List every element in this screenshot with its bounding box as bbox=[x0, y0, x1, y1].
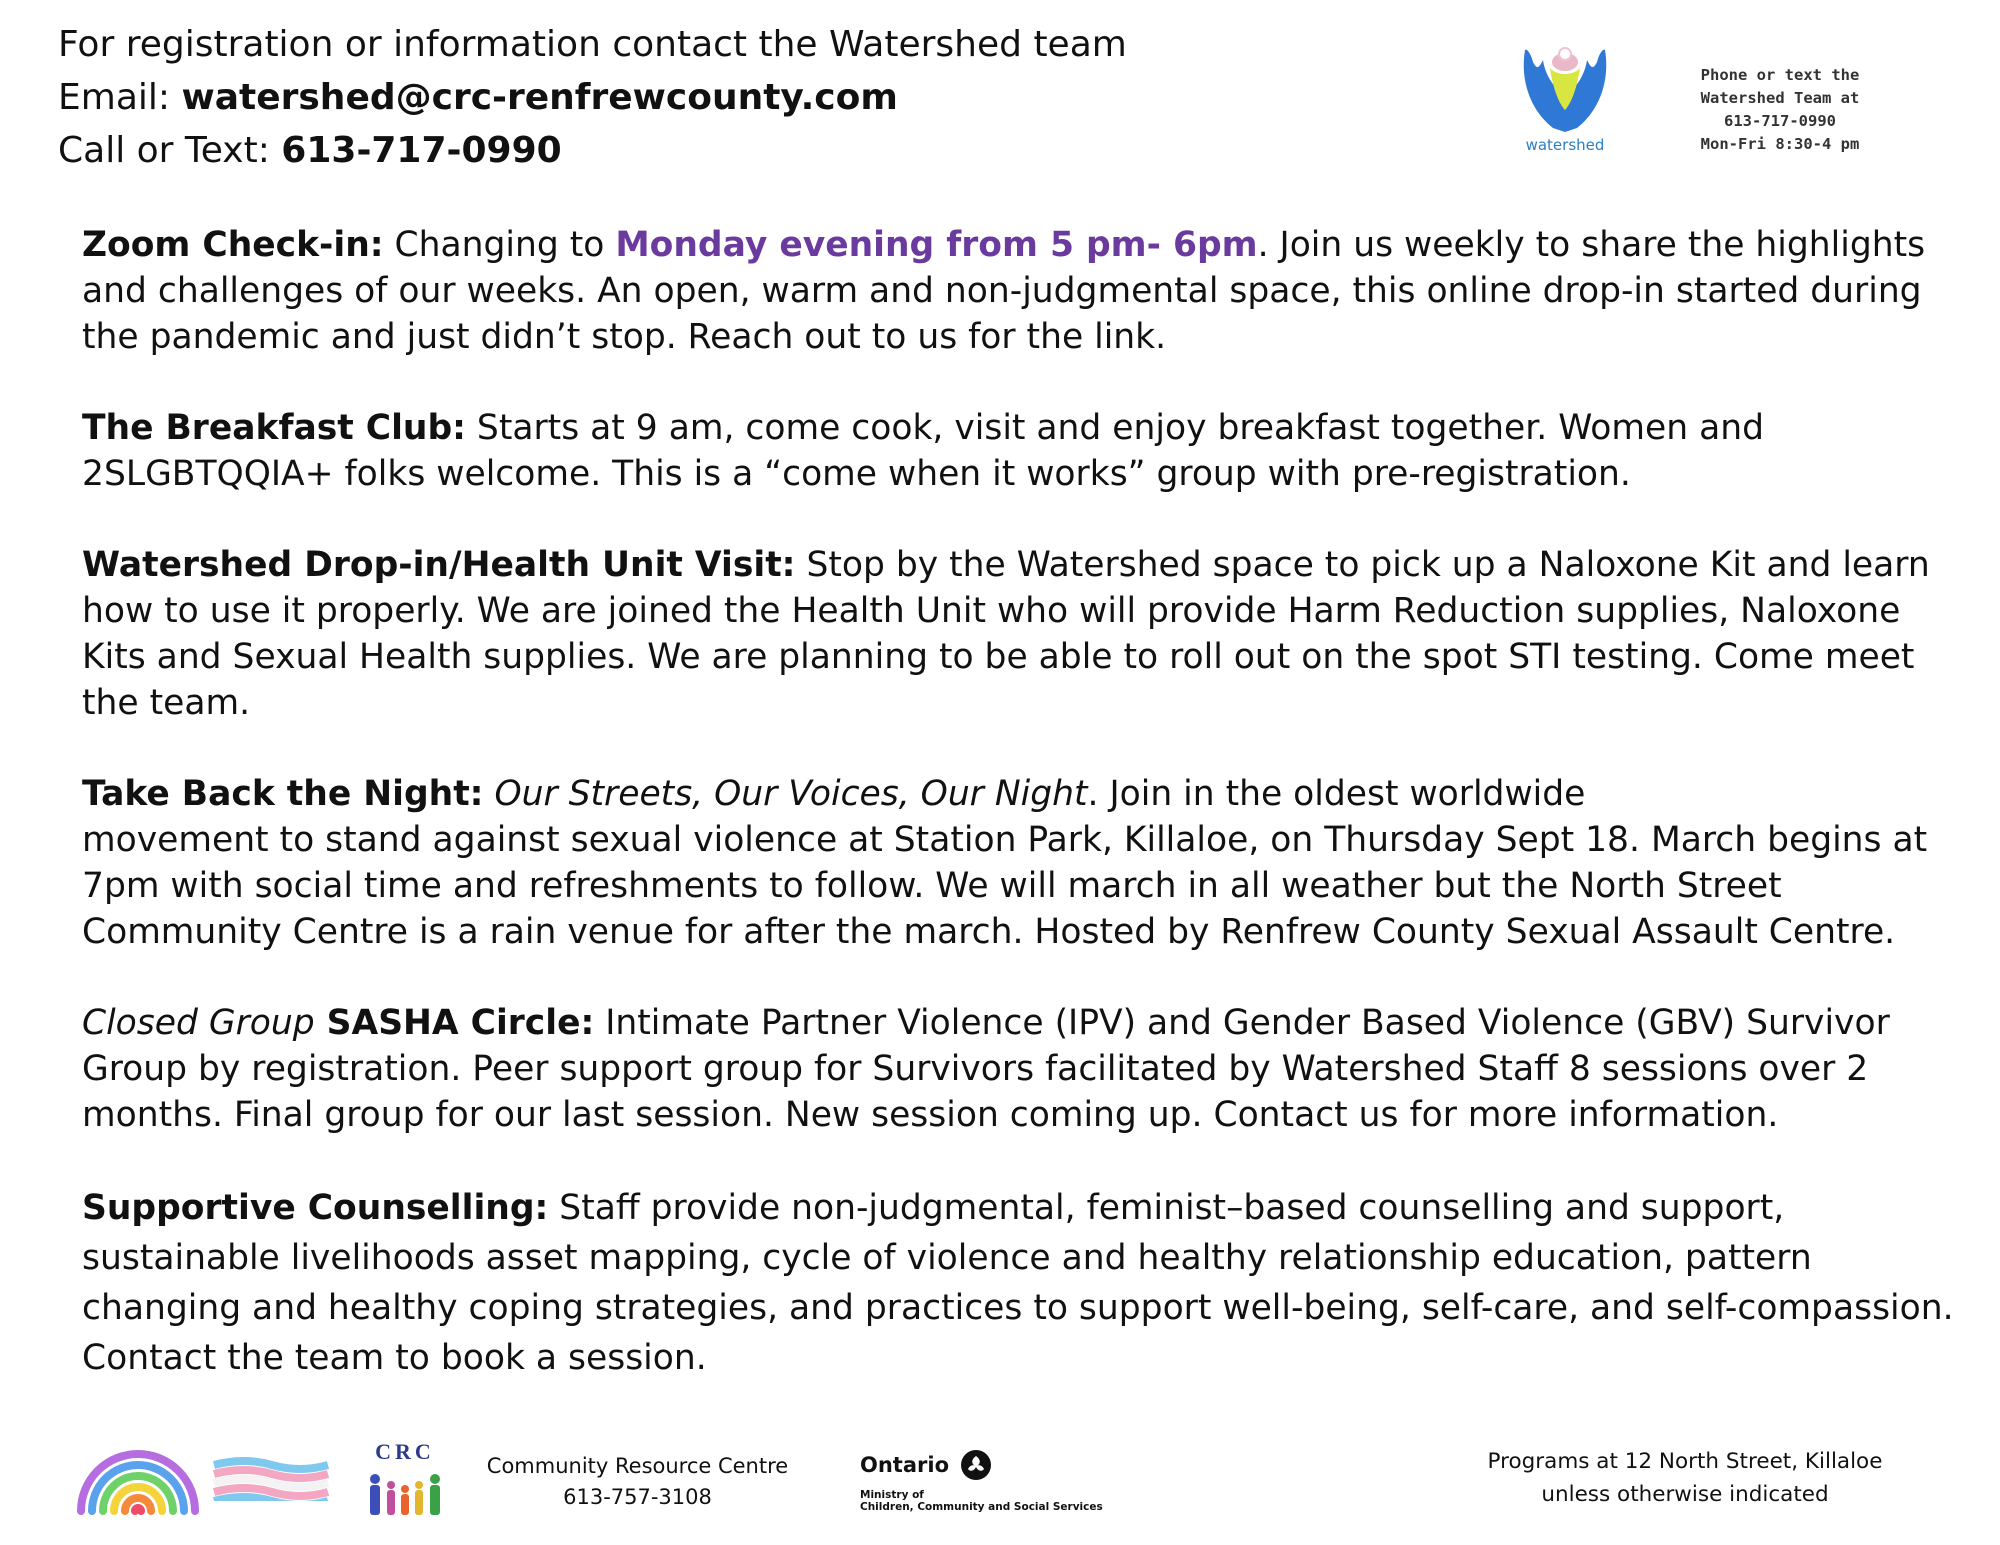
watershed-hands-icon bbox=[1515, 40, 1615, 135]
section-title: Zoom Check-in: bbox=[82, 225, 384, 265]
section-take-back-the-night: Take Back the Night: Our Streets, Our Voices, Our Night. Join in the oldest worldwide movement to stand against sexual violence at Station Park, Killaloe, on Thursday Sept 18. March begins at 7pm with social time and refreshments to follow. We will march in all weather but the North Street Community Centre is a rain venue for after the march. Hosted by Renfrew County Sexual Assault Centre. bbox=[82, 774, 1928, 952]
email-link[interactable]: watershed@crc-renfrewcounty.com bbox=[181, 77, 898, 118]
ontario-logo bbox=[860, 1449, 1103, 1513]
section-title: Watershed Drop-in/Health Unit Visit: bbox=[82, 545, 796, 585]
slogan: Our Streets, Our Voices, Our Night bbox=[483, 774, 1088, 814]
section-title: The Breakfast Club: bbox=[82, 408, 466, 448]
watershed-logo-label: watershed bbox=[1525, 136, 1605, 154]
footer bbox=[0, 1435, 2000, 1535]
section-sasha-circle: Closed Group SASHA Circle: Intimate Partner Violence (IPV) and Gender Based Violence (GBV) Survivor Group by registration. Peer support group for Survivors facilitated by Watershed Staff 8 sessions over 2 months. Final group for our last session. New session coming up. Contact us for more information. bbox=[82, 1003, 1890, 1135]
phone-note-line: 613-717-0990 bbox=[1724, 112, 1836, 130]
phone-note-line: Phone or text the bbox=[1700, 66, 1860, 84]
program-list bbox=[82, 222, 1972, 1428]
closed-group-label: Closed Group bbox=[82, 1003, 315, 1043]
trans-flag-icon bbox=[210, 1457, 330, 1501]
crc-contact bbox=[465, 1451, 810, 1513]
program-location-line: Programs at 12 North Street, Killaloe bbox=[1487, 1449, 1883, 1474]
ministry-name: Ministry of Children, Community and Social Services bbox=[860, 1489, 1103, 1513]
phone-note-line: Watershed Team at bbox=[1700, 89, 1860, 107]
crc-name: Community Resource Centre bbox=[486, 1454, 789, 1478]
section-supportive-counselling: Supportive Counselling: Staff provide non-judgmental, feminist–based counselling and support, sustainable livelihoods asset mapping, cycle of violence and healthy relationship education, pattern changing and healthy coping strategies, and practices to support well-being, self-care, and self-compassion. Contact the team to book a session. bbox=[82, 1188, 1954, 1378]
contact-intro: For registration or information contact the Watershed team bbox=[58, 24, 1127, 65]
phone-note bbox=[1660, 64, 1900, 156]
section-title: Supportive Counselling: bbox=[82, 1188, 549, 1228]
crc-letters: CRC bbox=[375, 1439, 435, 1464]
phone-number[interactable]: 613-717-0990 bbox=[281, 130, 562, 171]
phone-note-line: Mon-Fri 8:30-4 pm bbox=[1700, 135, 1860, 153]
contact-block bbox=[58, 18, 1127, 177]
watershed-logo bbox=[1515, 40, 1615, 155]
rainbow-icon bbox=[73, 1435, 203, 1515]
section-title: SASHA Circle: bbox=[314, 1003, 595, 1043]
program-location bbox=[1430, 1445, 1940, 1511]
program-location-line: unless otherwise indicated bbox=[1541, 1482, 1829, 1507]
section-zoom: Zoom Check-in: Changing to Monday evening from 5 pm- 6pm. Join us weekly to share the highlights and challenges of our weeks. An open, warm and non-judgmental space, this online drop-in started during the pandemic and just didn’t stop. Reach out to us for the link. bbox=[82, 225, 1926, 357]
family-figures-icon bbox=[365, 1471, 445, 1519]
crc-phone[interactable]: 613-757-3108 bbox=[563, 1485, 712, 1509]
trillium-icon bbox=[960, 1449, 992, 1481]
section-drop-in: Watershed Drop-in/Health Unit Visit: Stop by the Watershed space to pick up a Naloxone Kit and learn how to use it properly. We are joined the Health Unit who will provide Harm Reduction supplies, Naloxone Kits and Sexual Health supplies. We are planning to be able to roll out on the spot STI testing. Come meet the team. bbox=[82, 545, 1930, 723]
phone-label: Call or Text: bbox=[58, 130, 282, 171]
email-line bbox=[58, 71, 1127, 124]
ontario-wordmark: Ontario bbox=[860, 1453, 949, 1477]
crc-logo bbox=[365, 1439, 445, 1525]
section-breakfast-club: The Breakfast Club: Starts at 9 am, come cook, visit and enjoy breakfast together. Women and 2SLGBTQQIA+ folks welcome. This is a “come when it works” group with pre-registration. bbox=[82, 408, 1764, 494]
phone-line bbox=[58, 124, 1127, 177]
zoom-time-highlight: Monday evening from 5 pm- 6pm bbox=[615, 225, 1258, 265]
section-title: Take Back the Night: bbox=[82, 774, 484, 814]
email-label: Email: bbox=[58, 77, 182, 118]
